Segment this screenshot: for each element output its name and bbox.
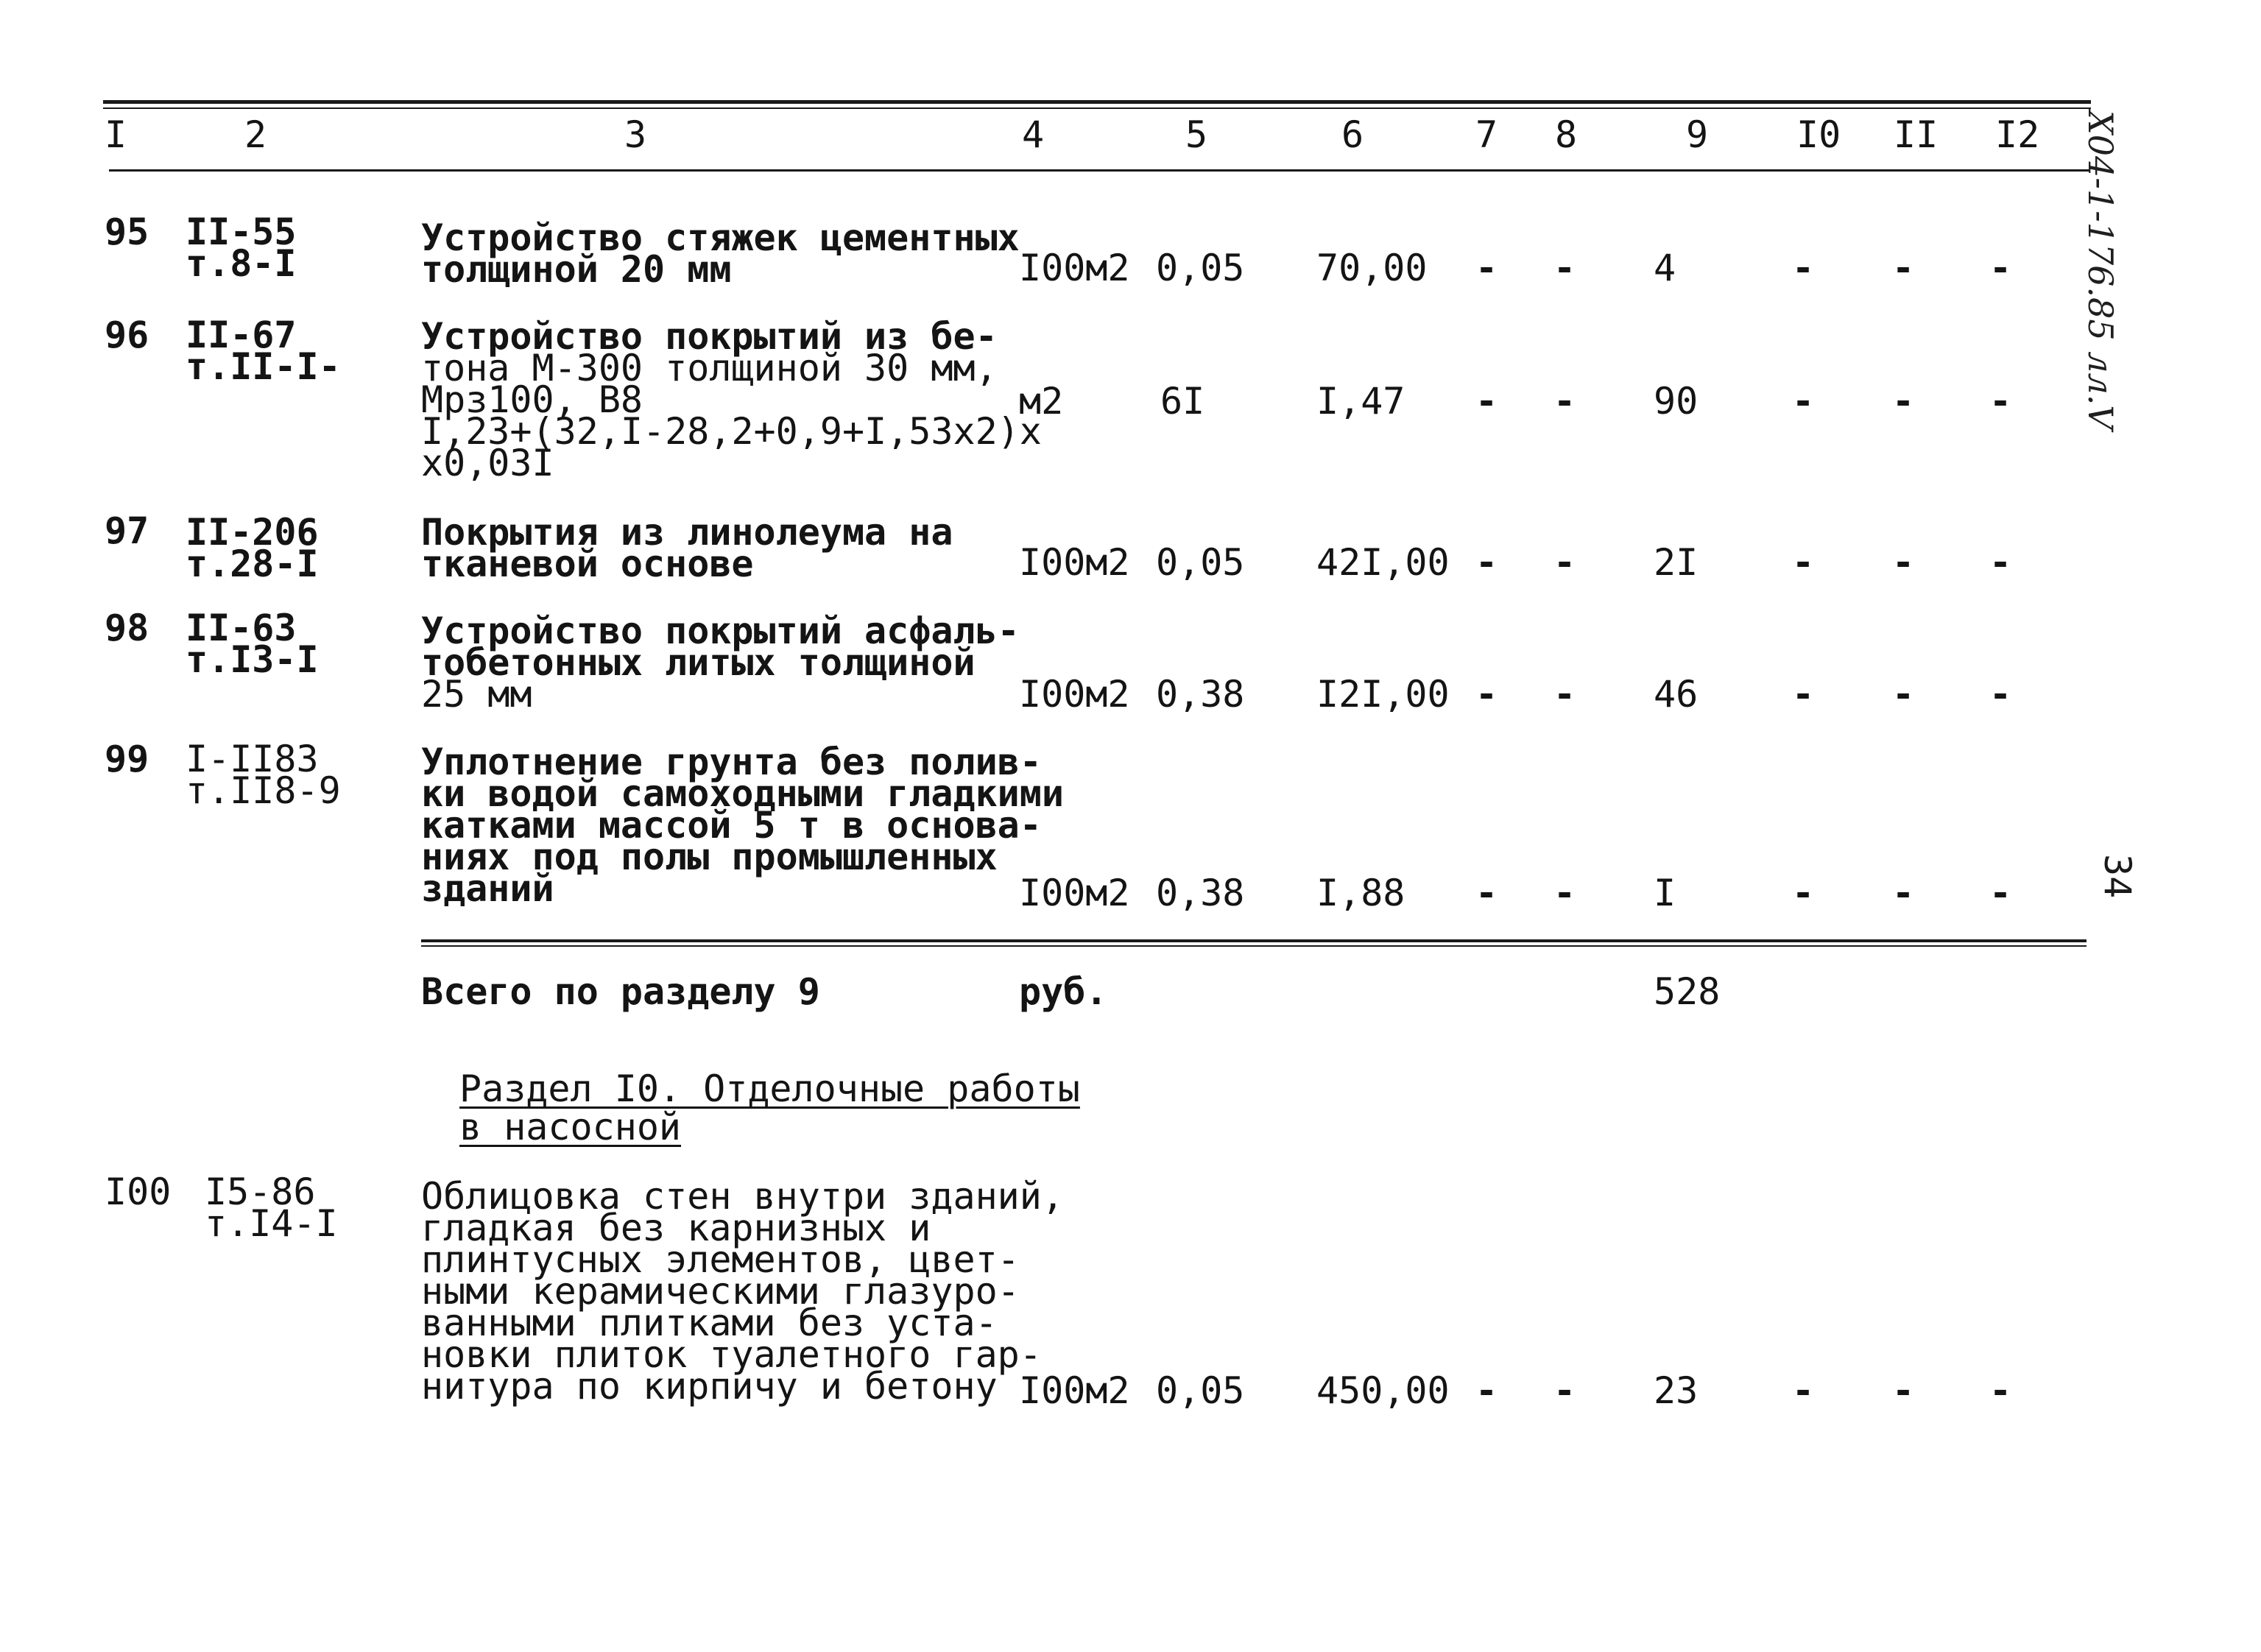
col-header-7: 7 bbox=[1475, 113, 1498, 156]
col10: - bbox=[1792, 1369, 1815, 1412]
quantity: 0,38 bbox=[1156, 673, 1245, 716]
col10: - bbox=[1792, 872, 1815, 914]
norm-code: II-55 bbox=[186, 211, 297, 253]
unit: I00м2 bbox=[1019, 673, 1130, 716]
unit: м2 bbox=[1019, 380, 1064, 423]
col-header-8: 8 bbox=[1555, 113, 1578, 156]
work-description-line: тканевой основе bbox=[421, 543, 754, 585]
col7: - bbox=[1475, 541, 1498, 584]
work-description-line: Облицовка стен внутри зданий, bbox=[421, 1175, 1064, 1218]
col12: - bbox=[1989, 872, 2012, 914]
col10: - bbox=[1792, 541, 1815, 584]
norm-code: I5-86 bbox=[205, 1171, 316, 1213]
unit-price: I,47 bbox=[1316, 380, 1405, 423]
col11: - bbox=[1892, 1369, 1915, 1412]
section-total-unit: руб. bbox=[1019, 970, 1108, 1013]
row-number: 95 bbox=[105, 211, 149, 253]
col11: - bbox=[1892, 247, 1915, 289]
col12: - bbox=[1989, 1369, 2012, 1412]
work-description-line: 25 мм bbox=[421, 673, 532, 716]
col10: - bbox=[1792, 247, 1815, 289]
quantity: 0,05 bbox=[1156, 541, 1245, 584]
norm-code: II-206 bbox=[186, 511, 319, 554]
section-total-label: Всего по разделу 9 bbox=[421, 970, 820, 1013]
work-description-line: плинтусных элементов, цвет- bbox=[421, 1238, 1020, 1281]
col7: - bbox=[1475, 872, 1498, 914]
work-description-line: ными керамическими глазуро- bbox=[421, 1270, 1020, 1313]
page-number: 34 bbox=[2096, 854, 2139, 899]
col8: - bbox=[1553, 541, 1576, 584]
total-cost: 46 bbox=[1654, 673, 1699, 716]
norm-table-ref: т.II8-9 bbox=[186, 769, 341, 812]
row-number: 99 bbox=[105, 738, 149, 780]
col11: - bbox=[1892, 541, 1915, 584]
col8: - bbox=[1553, 247, 1576, 289]
col12: - bbox=[1989, 673, 2012, 716]
norm-table-ref: т.28-I bbox=[186, 543, 319, 585]
col7: - bbox=[1475, 673, 1498, 716]
col12: - bbox=[1989, 247, 2012, 289]
quantity: 0,38 bbox=[1156, 872, 1245, 914]
margin-document-code: Х04-1-176.85 лл.V bbox=[2081, 110, 2120, 430]
total-cost: 2I bbox=[1654, 541, 1699, 584]
row-number: 96 bbox=[105, 314, 149, 356]
col12: - bbox=[1989, 541, 2012, 584]
work-description-line: тобетонных литых толщиной bbox=[421, 641, 976, 684]
norm-table-ref: т.I4-I bbox=[205, 1202, 338, 1245]
col8: - bbox=[1553, 872, 1576, 914]
work-description-line: Устройство покрытий из бе- bbox=[421, 315, 998, 358]
col-header-3: 3 bbox=[624, 113, 647, 156]
section-total-rule bbox=[421, 939, 2087, 942]
quantity: 0,05 bbox=[1156, 247, 1245, 289]
col-header-9: 9 bbox=[1686, 113, 1709, 156]
unit-price: I2I,00 bbox=[1316, 673, 1450, 716]
section-total-value: 528 bbox=[1654, 970, 1721, 1013]
work-description-line: зданий bbox=[421, 867, 554, 910]
col-header-11: II bbox=[1894, 113, 1939, 156]
col8: - bbox=[1553, 380, 1576, 423]
unit-price: I,88 bbox=[1316, 872, 1405, 914]
unit-price: 42I,00 bbox=[1316, 541, 1450, 584]
col8: - bbox=[1553, 673, 1576, 716]
col7: - bbox=[1475, 247, 1498, 289]
work-description-line: ки водой самоходными гладкими bbox=[421, 772, 1064, 815]
total-cost: 90 bbox=[1654, 380, 1699, 423]
work-description-line: Устройство стяжек цементных bbox=[421, 216, 1020, 259]
col12: - bbox=[1989, 380, 2012, 423]
row-number: 97 bbox=[105, 509, 149, 552]
unit: I00м2 bbox=[1019, 872, 1130, 914]
top-rule-thin bbox=[103, 107, 2091, 109]
unit-price: 70,00 bbox=[1316, 247, 1428, 289]
row-number: 98 bbox=[105, 607, 149, 649]
norm-code: I-II83 bbox=[186, 738, 319, 780]
col11: - bbox=[1892, 872, 1915, 914]
row-number: I00 bbox=[105, 1171, 172, 1213]
col8: - bbox=[1553, 1369, 1576, 1412]
quantity: 6I bbox=[1160, 380, 1205, 423]
unit-price: 450,00 bbox=[1316, 1369, 1450, 1412]
norm-table-ref: т.I3-I bbox=[186, 638, 319, 681]
norm-code: II-67 bbox=[186, 314, 297, 356]
col-header-2: 2 bbox=[244, 113, 267, 156]
section-title-line: Раздел I0. Отделочные работы bbox=[459, 1067, 1080, 1110]
col-header-4: 4 bbox=[1022, 113, 1045, 156]
total-cost: 4 bbox=[1654, 247, 1676, 289]
total-cost: 23 bbox=[1654, 1369, 1699, 1412]
total-cost: I bbox=[1654, 872, 1676, 914]
quantity: 0,05 bbox=[1156, 1369, 1245, 1412]
work-description-line: ванными плитками без уста- bbox=[421, 1302, 998, 1344]
norm-table-ref: т.8-I bbox=[186, 242, 297, 285]
col-header-12: I2 bbox=[1995, 113, 2040, 156]
col10: - bbox=[1792, 673, 1815, 716]
col10: - bbox=[1792, 380, 1815, 423]
section-title-line: в насосной bbox=[459, 1106, 682, 1148]
work-description-line: Устройство покрытий асфаль- bbox=[421, 610, 1020, 652]
col11: - bbox=[1892, 380, 1915, 423]
top-rule bbox=[103, 100, 2091, 104]
norm-code: II-63 bbox=[186, 607, 297, 649]
work-description-line: толщиной 20 мм bbox=[421, 248, 732, 291]
work-description-line: Покрытия из линолеума на bbox=[421, 511, 953, 554]
unit: I00м2 bbox=[1019, 247, 1130, 289]
col-header-10: I0 bbox=[1796, 113, 1841, 156]
work-description-line: ниях под полы промышленных bbox=[421, 836, 998, 878]
col11: - bbox=[1892, 673, 1915, 716]
col-header-1: I bbox=[105, 113, 127, 156]
work-description-line: новки плиток туалетного гар- bbox=[421, 1333, 1042, 1376]
norm-table-ref: т.II-I- bbox=[186, 345, 341, 388]
unit: I00м2 bbox=[1019, 541, 1130, 584]
unit: I00м2 bbox=[1019, 1369, 1130, 1412]
col-header-5: 5 bbox=[1185, 113, 1208, 156]
section-total-rule-thin bbox=[421, 945, 2087, 947]
work-description-line: I,23+(32,I-28,2+0,9+I,53х2)х bbox=[421, 410, 1042, 453]
work-description-line: Уплотнение грунта без полив- bbox=[421, 741, 1042, 783]
col7: - bbox=[1475, 380, 1498, 423]
col-header-6: 6 bbox=[1341, 113, 1364, 156]
work-description-line: нитура по кирпичу и бетону bbox=[421, 1365, 998, 1408]
work-description-line: катками массой 5 т в основа- bbox=[421, 804, 1042, 847]
work-description-line: Мрз100, В8 bbox=[421, 378, 643, 421]
work-description-line: х0,03I bbox=[421, 442, 554, 484]
work-description-line: гладкая без карнизных и bbox=[421, 1207, 931, 1249]
work-description-line: тона М-300 толщиной 30 мм, bbox=[421, 347, 998, 389]
header-rule bbox=[109, 169, 2089, 172]
col7: - bbox=[1475, 1369, 1498, 1412]
